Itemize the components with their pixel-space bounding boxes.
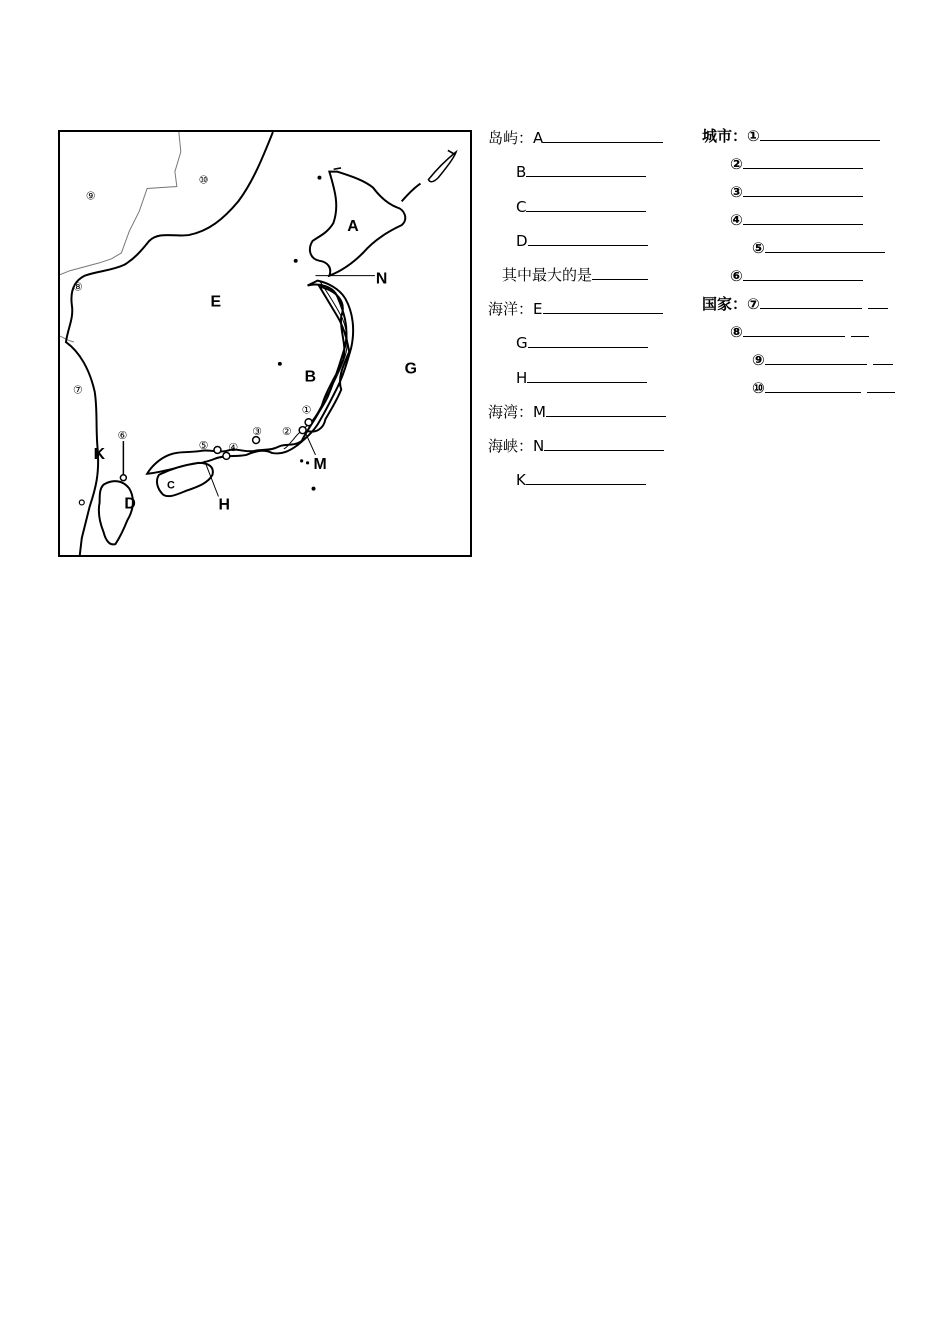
category-oceans: 海洋： — [488, 300, 534, 318]
category-countries: 国家： — [702, 295, 748, 313]
city-marker — [214, 446, 221, 453]
row-city-2 — [730, 154, 863, 173]
answer-blank-country-10-tail[interactable] — [867, 378, 895, 393]
row-city-6 — [730, 266, 863, 285]
label-k: K — [93, 445, 106, 463]
answer-blank-bay-m[interactable] — [546, 402, 666, 417]
category-strait: 海峡： — [488, 437, 534, 455]
label-city-1: ① — [747, 127, 760, 145]
label-circled-8: ⑧ — [72, 280, 83, 294]
label-h: H — [218, 496, 230, 514]
row-city-5 — [752, 238, 885, 257]
answer-blank-island-c[interactable] — [526, 197, 646, 212]
label-g: G — [404, 360, 417, 378]
leader-line — [306, 433, 316, 455]
label-n: N — [375, 270, 388, 288]
label-circled-2: ② — [281, 425, 292, 439]
island-dot — [306, 461, 309, 464]
island-dot — [79, 500, 84, 505]
city-marker — [305, 419, 312, 426]
label-i: I — [444, 147, 459, 158]
row-strait-k — [516, 470, 646, 489]
row-country-9 — [752, 350, 893, 369]
answer-blank-ocean-g[interactable] — [528, 333, 648, 348]
label-circled-6: ⑥ — [117, 429, 128, 443]
label-m: M — [313, 455, 327, 473]
label-island-d: D — [516, 232, 528, 250]
answer-blank-country-8-tail[interactable] — [851, 322, 869, 337]
border-line — [111, 132, 180, 259]
kuril-island — [428, 152, 456, 182]
answer-blank-strait-n[interactable] — [544, 436, 664, 451]
answer-blank-island-a[interactable] — [543, 128, 663, 143]
answer-blank-city-3[interactable] — [743, 182, 863, 197]
island-dot — [294, 259, 298, 263]
row-island-b — [516, 162, 646, 181]
label-circled-1: ① — [301, 403, 312, 417]
kuril-island — [402, 184, 421, 202]
row-country-7 — [702, 294, 888, 313]
label-city-5: ⑤ — [752, 239, 765, 257]
island-dot — [300, 459, 303, 462]
label-circled-7: ⑦ — [72, 383, 83, 397]
island-dot — [312, 487, 316, 491]
row-ocean-g — [516, 333, 648, 352]
label-city-4: ④ — [730, 211, 743, 229]
answer-blank-country-8[interactable] — [743, 322, 845, 337]
label-circled-9: ⑨ — [85, 189, 96, 203]
row-island-a — [488, 128, 663, 147]
label-city-6: ⑥ — [730, 267, 743, 285]
label-city-2: ② — [730, 155, 743, 173]
answer-blank-largest[interactable] — [592, 265, 648, 280]
island-dot — [317, 176, 321, 180]
label-ocean-h: H — [516, 369, 528, 387]
label-ocean-g: G — [516, 334, 528, 352]
row-bay-m — [488, 402, 666, 421]
row-island-d — [516, 231, 648, 250]
answer-blank-ocean-e[interactable] — [543, 299, 663, 314]
row-largest-island — [502, 265, 648, 284]
label-island-b: B — [516, 163, 527, 181]
row-ocean-e — [488, 299, 663, 318]
row-ocean-h — [516, 368, 647, 387]
row-country-8 — [730, 322, 869, 341]
label-city-3: ③ — [730, 183, 743, 201]
label-i: I — [330, 166, 343, 172]
answer-blank-country-10[interactable] — [765, 378, 861, 393]
honshu — [147, 281, 353, 474]
answer-blank-city-1[interactable] — [760, 126, 880, 141]
answer-blank-strait-k[interactable] — [526, 470, 646, 485]
answer-blank-island-b[interactable] — [526, 162, 646, 177]
answer-blank-country-7-tail[interactable] — [868, 294, 888, 309]
label-bay-m: M — [533, 403, 546, 421]
label-c: C — [166, 479, 175, 492]
border-line — [60, 259, 111, 275]
answer-blank-city-6[interactable] — [743, 266, 863, 281]
map-drawing — [60, 132, 470, 555]
label-b: B — [304, 368, 317, 386]
row-city-3 — [730, 182, 863, 201]
city-marker — [120, 475, 126, 481]
answer-blank-country-9-tail[interactable] — [873, 350, 893, 365]
label-strait-n: N — [533, 437, 545, 455]
kyushu — [99, 481, 136, 544]
answer-blank-country-9[interactable] — [765, 350, 867, 365]
row-city-4 — [730, 210, 863, 229]
answer-blank-city-2[interactable] — [743, 154, 863, 169]
label-island-a: A — [533, 129, 544, 147]
category-islands: 岛屿： — [488, 129, 534, 147]
row-city-1 — [702, 126, 880, 145]
label-island-c: C — [516, 198, 527, 216]
label-a: A — [347, 218, 359, 236]
label-circled-4: ④ — [228, 440, 239, 454]
label-e: E — [210, 293, 222, 311]
row-country-10 — [752, 378, 895, 397]
category-cities: 城市： — [702, 127, 748, 145]
label-strait-k: K — [516, 471, 526, 489]
row-strait-n — [488, 436, 664, 455]
label-d: D — [124, 495, 136, 513]
japan-map — [58, 130, 472, 557]
label-country-9: ⑨ — [752, 351, 765, 369]
city-marker — [299, 427, 306, 434]
label-country-10: ⑩ — [752, 379, 765, 397]
label-country-8: ⑧ — [730, 323, 743, 341]
answer-blank-country-7[interactable] — [760, 294, 862, 309]
largest-island-prompt: 其中最大的是 — [502, 266, 593, 284]
island-dot — [278, 362, 282, 366]
label-country-7: ⑦ — [747, 295, 760, 313]
label-circled-10: ⑩ — [198, 173, 209, 187]
answer-blank-city-5[interactable] — [765, 238, 885, 253]
label-circled-3: ③ — [252, 425, 262, 439]
label-ocean-e: E — [533, 300, 543, 318]
category-bay: 海湾： — [488, 403, 534, 421]
label-circled-5: ⑤ — [198, 438, 209, 452]
answer-blank-ocean-h[interactable] — [527, 368, 647, 383]
answer-blank-city-4[interactable] — [743, 210, 863, 225]
answer-blank-island-d[interactable] — [528, 231, 648, 246]
row-island-c — [516, 197, 646, 216]
